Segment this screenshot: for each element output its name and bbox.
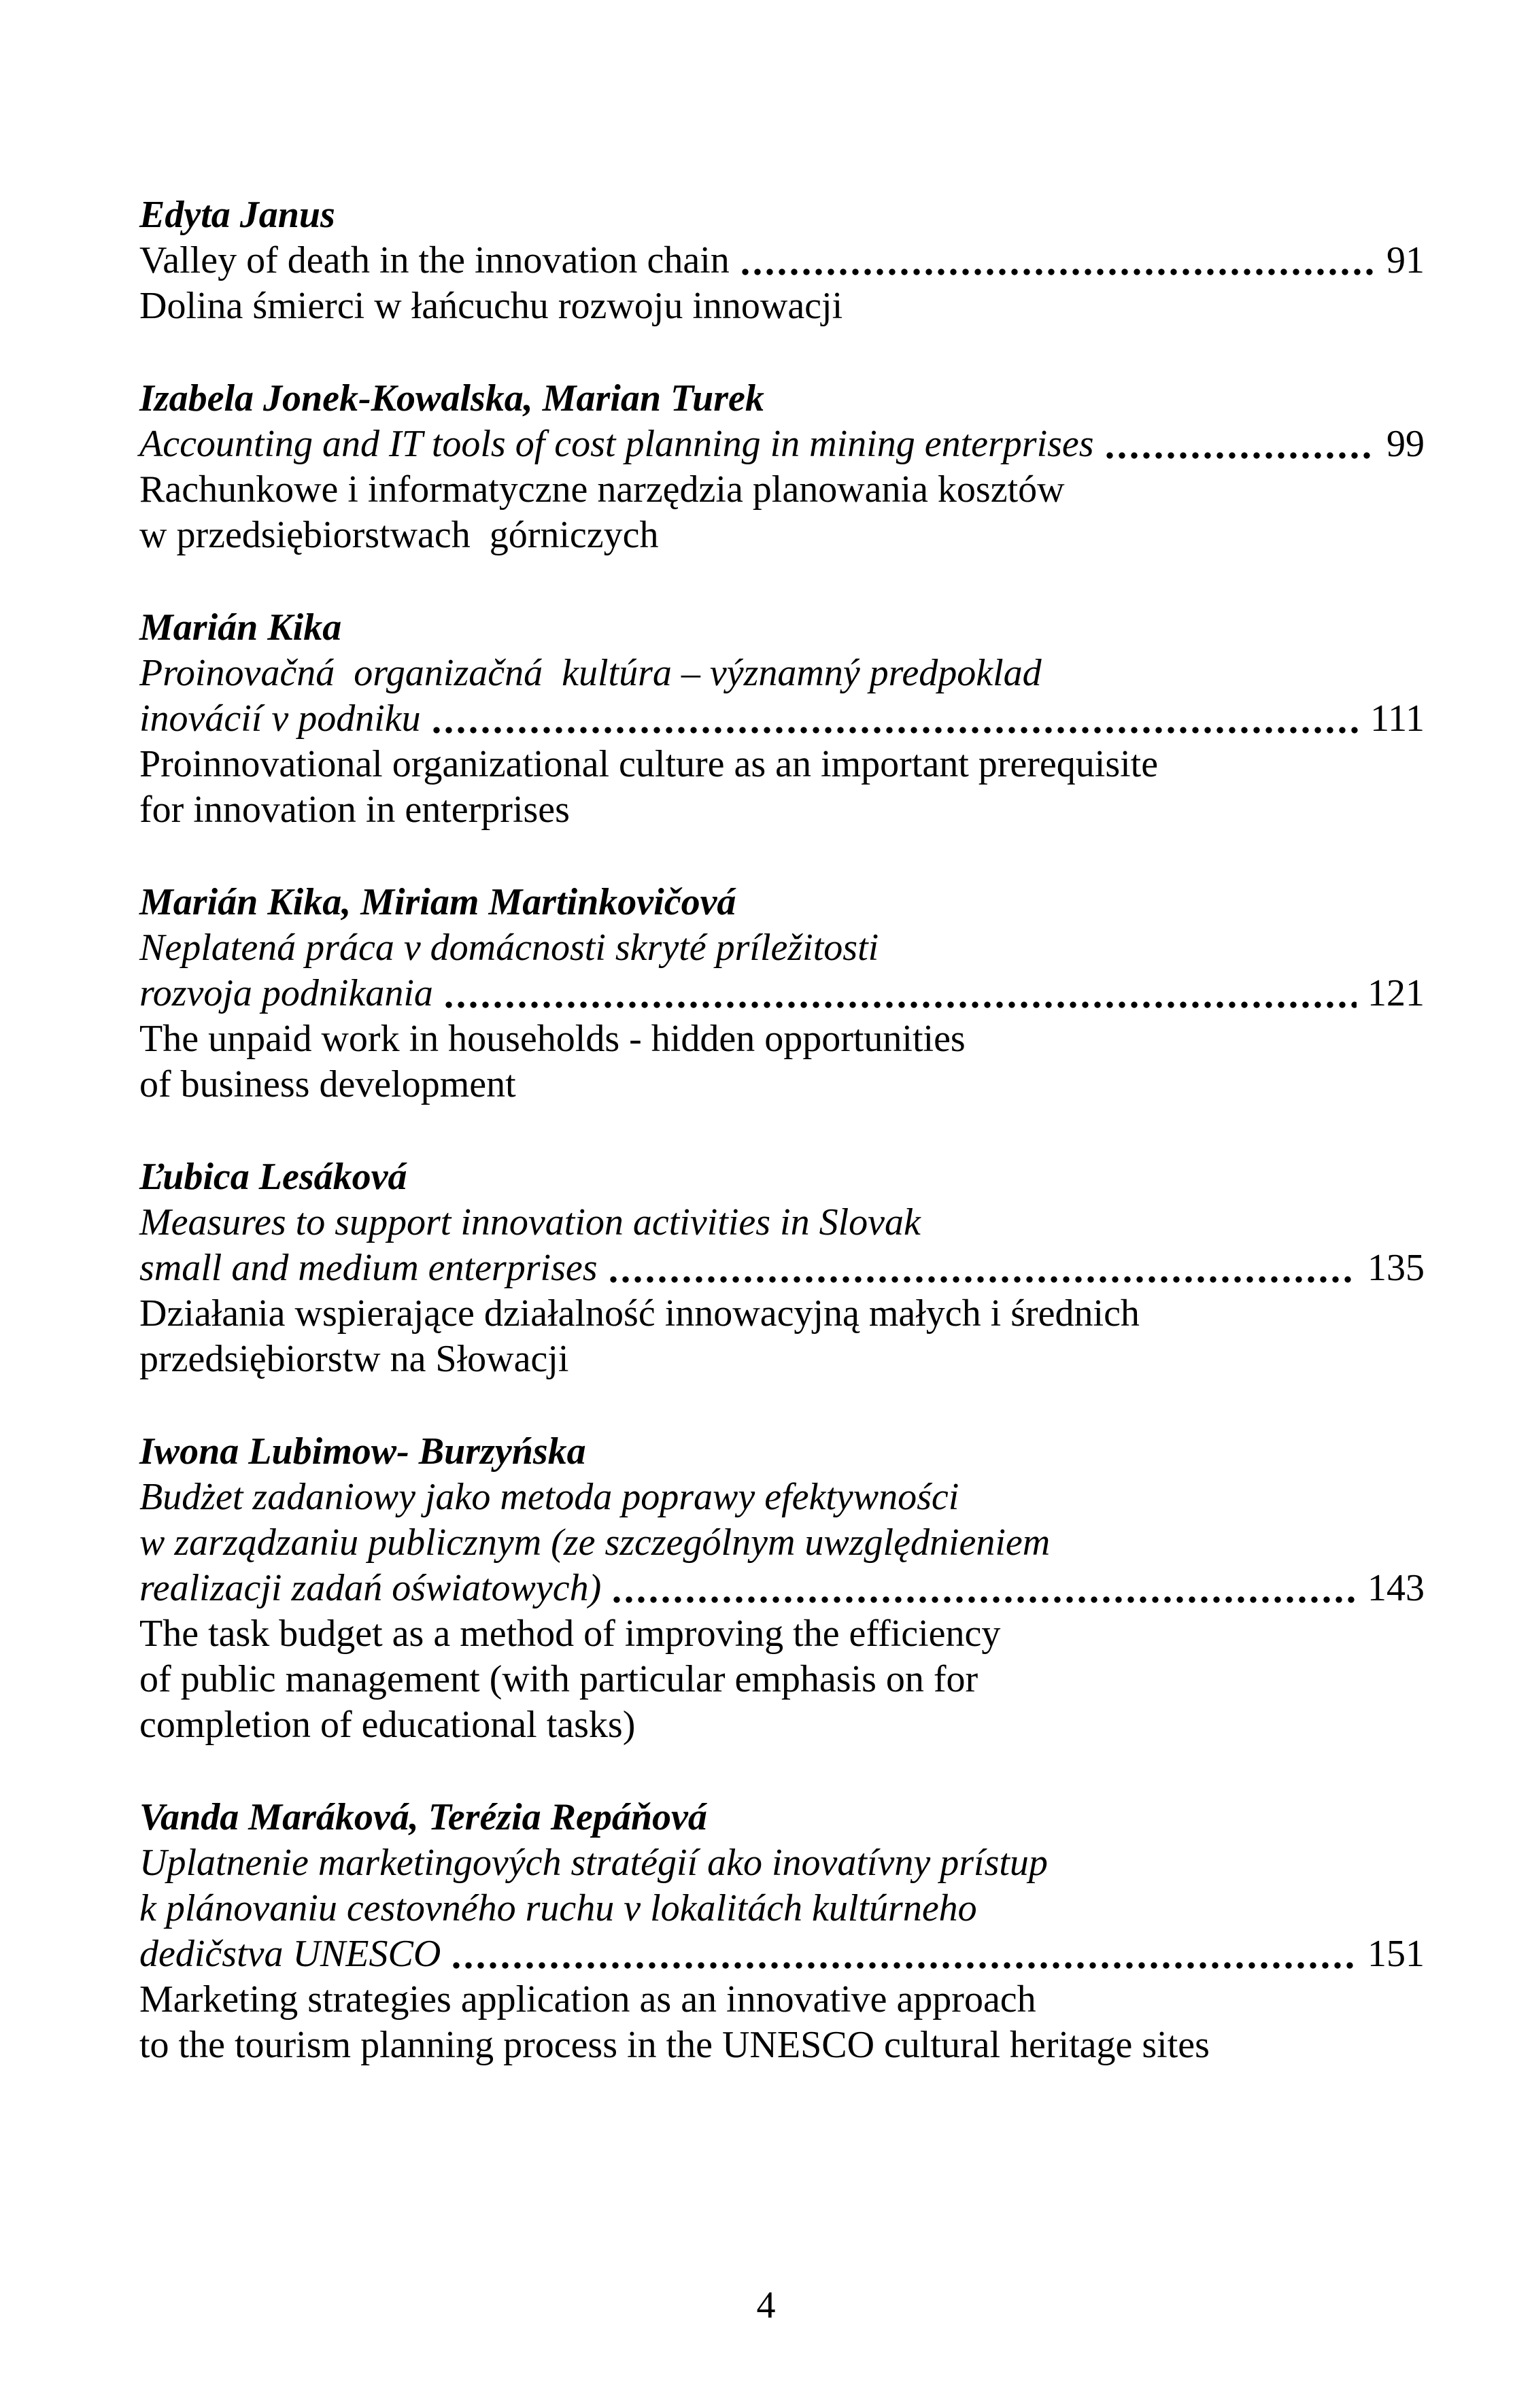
toc-line xyxy=(139,1016,1425,1062)
toc-line-text: Accounting and IT tools of cost planning in mining enterprises xyxy=(139,423,1094,465)
entry-authors: Vanda Maráková, Terézia Repáňová xyxy=(139,1796,707,1838)
toc-line-text: Proinnovational organizational culture as an important prerequisite xyxy=(139,743,1159,785)
dot-leader xyxy=(611,1595,1357,1604)
toc-line-text: Neplatená práca v domácnosti skryté príležitosti xyxy=(139,927,879,969)
toc-line xyxy=(139,1062,1425,1107)
dot-leader xyxy=(739,267,1376,277)
toc-line xyxy=(139,925,1425,971)
toc-line xyxy=(139,1475,1425,1520)
entry-authors: Marián Kika xyxy=(139,606,342,649)
toc-line xyxy=(139,422,1425,467)
toc-line-text: Rachunkowe i informatyczne narzędzia planowania kosztów xyxy=(139,468,1065,511)
toc-line-text: Budżet zadaniowy jako metoda poprawy efektywności xyxy=(139,1476,959,1518)
toc-line-text: Uplatnenie marketingových stratégií ako inovatívny prístup xyxy=(139,1842,1048,1884)
toc-entry xyxy=(139,192,1425,329)
dot-leader xyxy=(430,725,1360,735)
entry-authors: Marián Kika, Miriam Martinkovičová xyxy=(139,881,736,923)
toc-line-text: completion of educational tasks) xyxy=(139,1704,636,1746)
entry-authors: Izabela Jonek-Kowalska, Marian Turek xyxy=(139,377,764,419)
dot-leader xyxy=(607,1275,1357,1284)
toc-line-text: for innovation in enterprises xyxy=(139,789,570,831)
toc-line-text: Marketing strategies application as an innovative approach xyxy=(139,1978,1036,2020)
toc-entry xyxy=(139,376,1425,558)
toc-line xyxy=(139,1886,1425,1931)
toc-page-ref: 121 xyxy=(1367,972,1425,1014)
dot-leader xyxy=(1104,451,1376,460)
toc-entry xyxy=(139,1154,1425,1382)
toc-line-text: Measures to support innovation activities in Slovak xyxy=(139,1201,921,1243)
toc-line xyxy=(139,742,1425,787)
toc-line xyxy=(139,696,1425,742)
toc-line xyxy=(139,513,1425,558)
toc-line-text: small and medium enterprises xyxy=(139,1247,598,1289)
toc-line xyxy=(139,1977,1425,2023)
toc-line-text: of public management (with particular emphasis on for xyxy=(139,1658,978,1700)
toc-line-text: Proinovačná organizačná kultúra – významný predpoklad xyxy=(139,652,1042,694)
toc-line-text: of business development xyxy=(139,1063,516,1105)
dot-leader xyxy=(450,1961,1357,1970)
toc-line-text: dedičstva UNESCO xyxy=(139,1933,441,1975)
toc-line xyxy=(139,238,1425,283)
toc-line xyxy=(139,283,1425,329)
toc-line-text: inovácií v podniku xyxy=(139,698,421,740)
toc-page-ref: 111 xyxy=(1370,698,1425,740)
toc-line xyxy=(139,1245,1425,1291)
toc-line xyxy=(139,2023,1425,2068)
toc-line xyxy=(139,971,1425,1016)
toc-line xyxy=(139,467,1425,513)
entry-authors: Ľubica Lesáková xyxy=(139,1156,407,1198)
toc-line xyxy=(139,1337,1425,1382)
toc-line-text: Działania wspierające działalność innowacyjną małych i średnich xyxy=(139,1292,1140,1335)
toc-line xyxy=(139,1200,1425,1245)
toc-line-text: Valley of death in the innovation chain xyxy=(139,239,730,281)
toc-line-text: k plánovaniu cestovného ruchu v lokalitách kultúrneho xyxy=(139,1887,977,1929)
page-number: 4 xyxy=(756,2284,776,2326)
toc-entry xyxy=(139,1795,1425,2068)
toc-line-text: przedsiębiorstw na Słowacji xyxy=(139,1338,569,1380)
toc-line xyxy=(139,1657,1425,1702)
toc-line-text: Dolina śmierci w łańcuchu rozwoju innowacji xyxy=(139,285,843,327)
toc-list xyxy=(139,192,1425,2115)
toc-page-ref: 135 xyxy=(1367,1247,1425,1289)
toc-line-text: The unpaid work in households - hidden opportunities xyxy=(139,1018,966,1060)
toc-entry xyxy=(139,1429,1425,1748)
toc-page-ref: 99 xyxy=(1386,423,1425,465)
toc-line-text: to the tourism planning process in the UNESCO cultural heritage sites xyxy=(139,2024,1210,2066)
toc-entry xyxy=(139,605,1425,833)
toc-line-text: realizacji zadań oświatowych) xyxy=(139,1567,602,1609)
toc-line xyxy=(139,1291,1425,1337)
page-footer xyxy=(0,2283,1532,2328)
toc-line xyxy=(139,651,1425,696)
entry-authors: Edyta Janus xyxy=(139,194,335,236)
toc-line-text: rozvoja podnikania xyxy=(139,972,433,1014)
toc-line xyxy=(139,1566,1425,1611)
toc-line xyxy=(139,1520,1425,1566)
toc-line xyxy=(139,1931,1425,1977)
toc-page-ref: 151 xyxy=(1367,1933,1425,1975)
dot-leader xyxy=(443,1000,1357,1010)
toc-line xyxy=(139,1840,1425,1886)
toc-line-text: w przedsiębiorstwach górniczych xyxy=(139,514,659,556)
toc-line xyxy=(139,1702,1425,1748)
toc-page-ref: 143 xyxy=(1367,1567,1425,1609)
toc-line-text: The task budget as a method of improving the efficiency xyxy=(139,1613,1001,1655)
toc-line xyxy=(139,787,1425,833)
entry-authors: Iwona Lubimow- Burzyńska xyxy=(139,1430,586,1473)
toc-line xyxy=(139,1611,1425,1657)
toc-line-text: w zarządzaniu publicznym (ze szczególnym uwzględnieniem xyxy=(139,1521,1051,1564)
toc-entry xyxy=(139,880,1425,1107)
toc-page-ref: 91 xyxy=(1386,239,1425,281)
